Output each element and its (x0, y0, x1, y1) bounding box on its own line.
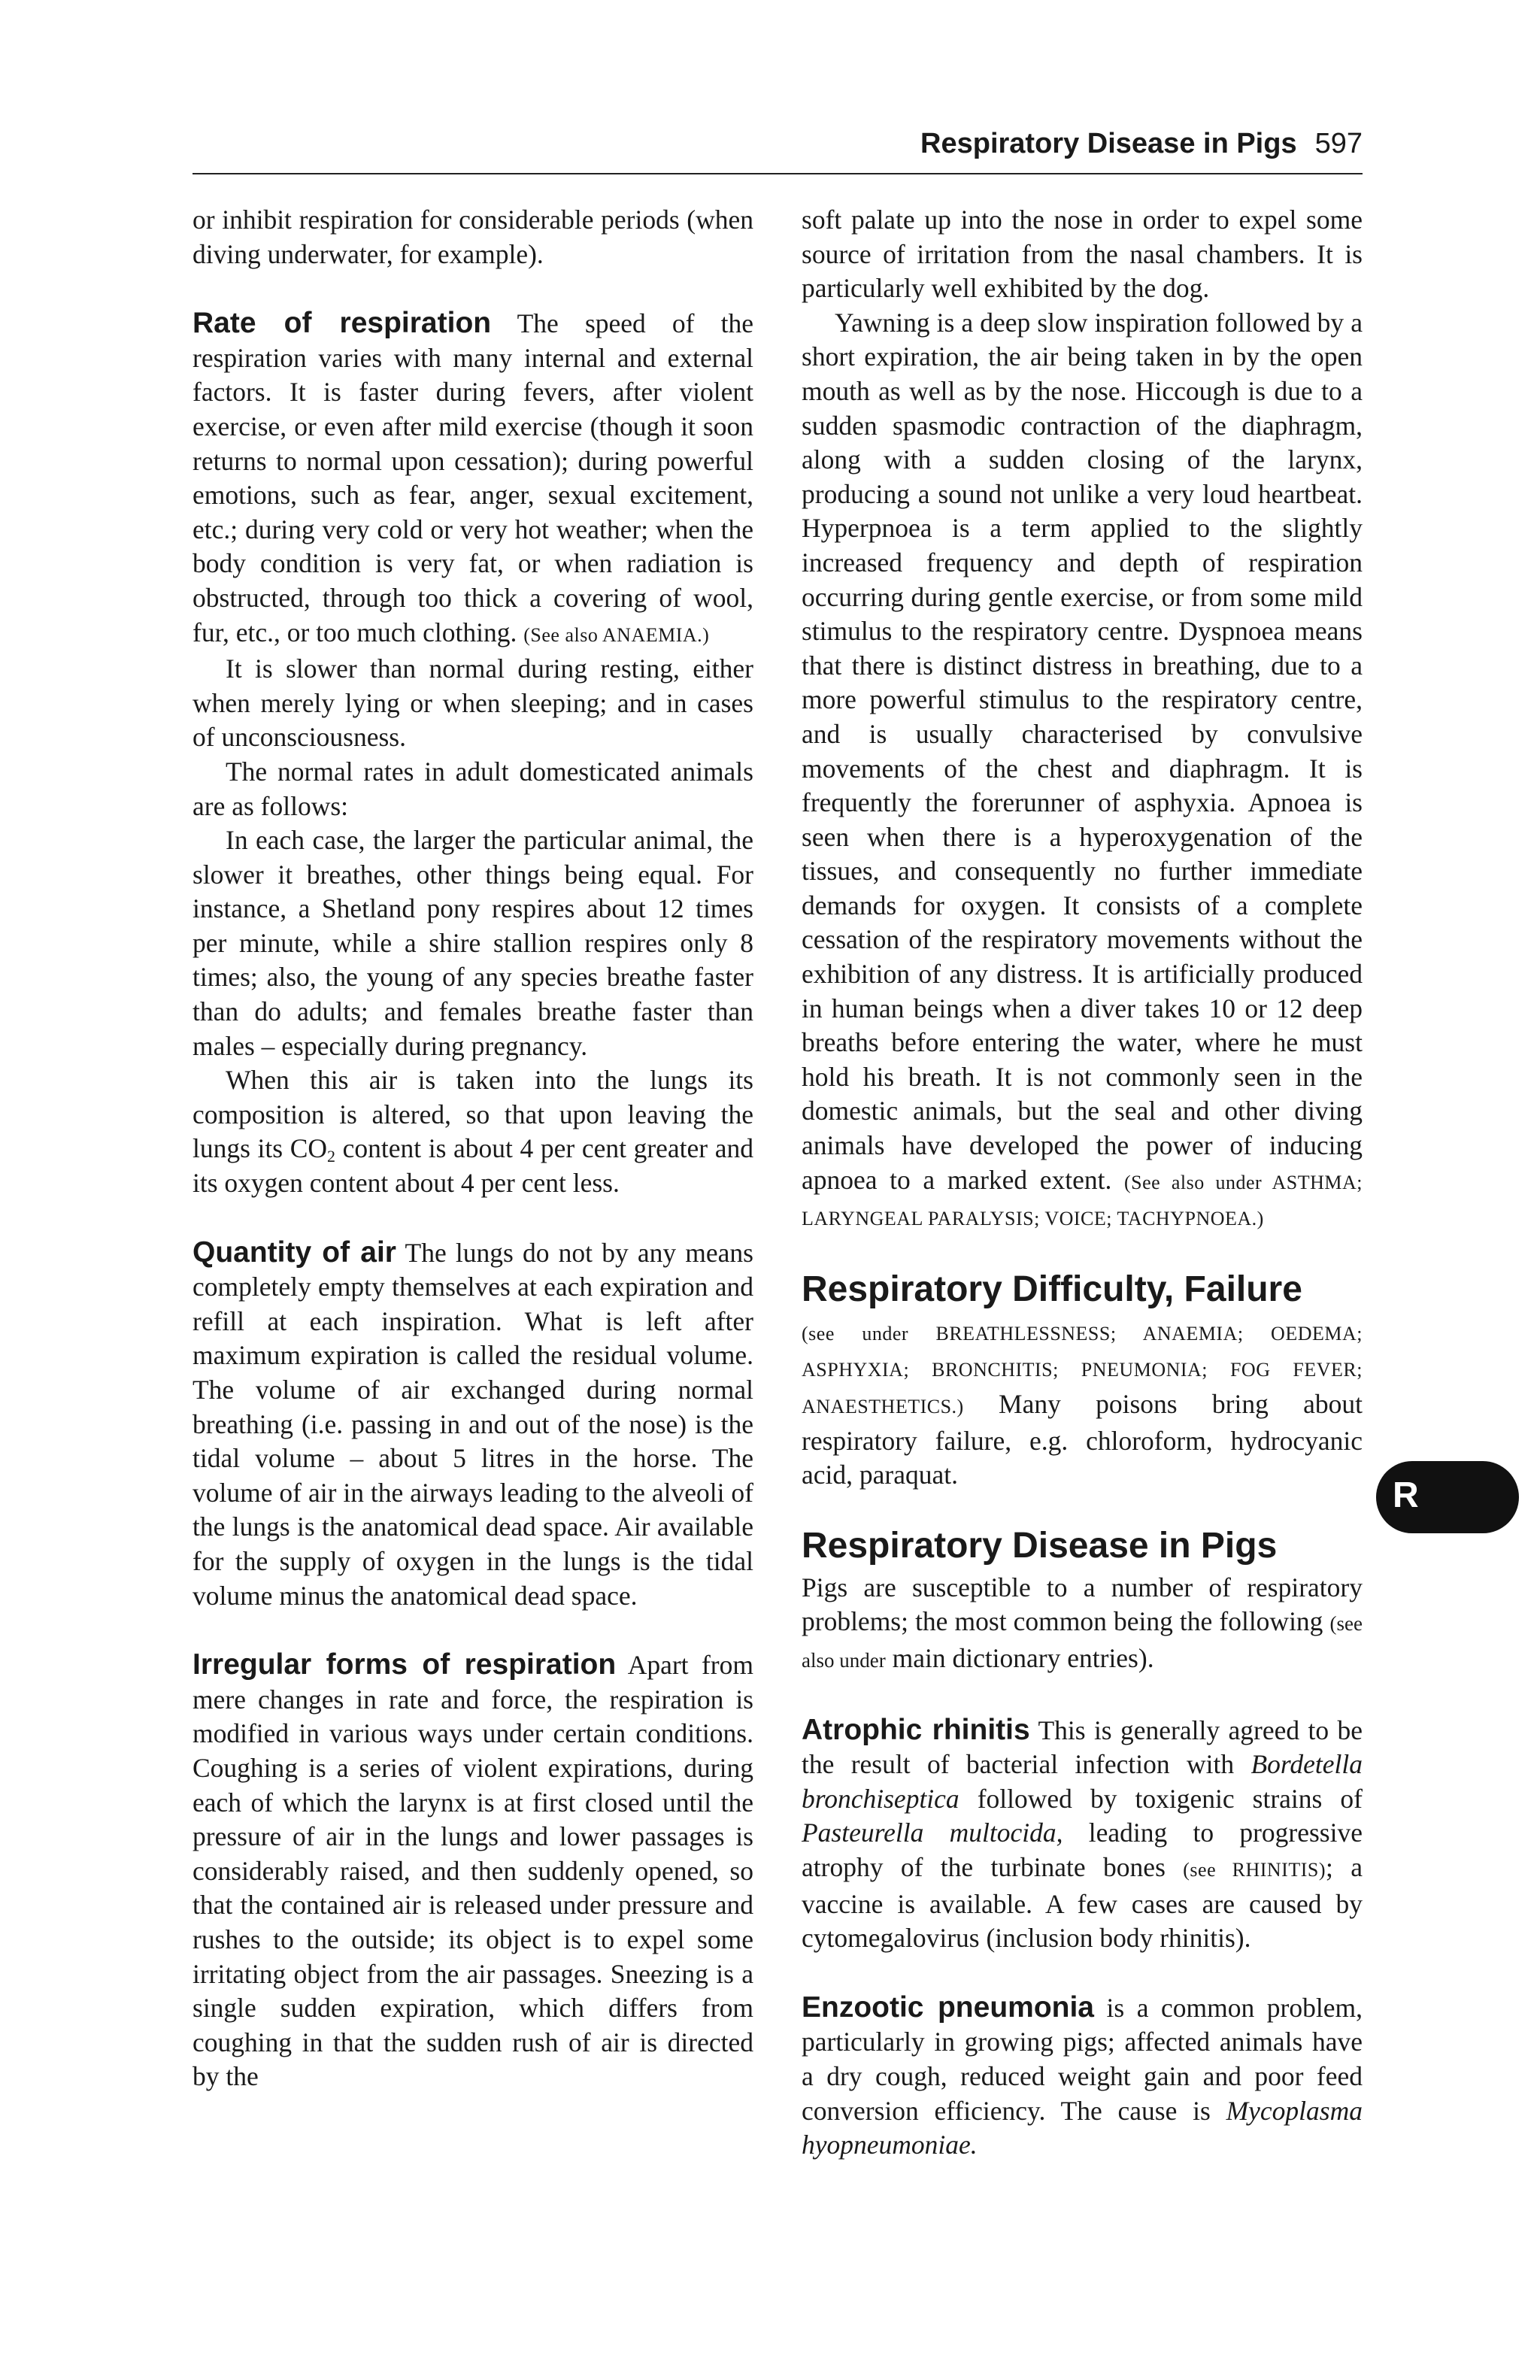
text-run: followed by toxigenic strains of (959, 1783, 1363, 1814)
cross-reference: (see under BREATHLESSNESS; ANAEMIA; OEDEMA; ASPHYXIA; BRONCHITIS; PNEUMONIA; FOG FEVER; ANAESTHETICS.) (802, 1322, 1363, 1417)
enzootic-paragraph (802, 1990, 1363, 2163)
quantity-paragraph (192, 1235, 753, 1614)
rate-text: The speed of the respiration varies with many internal and external factors. It is faster during fevers, after violent exercise, or even after mild exercise (though it soon returns to normal upon cessation); during powerful emotions, such as fear, anger, sexual excitement, etc.; during very cold or very hot weather; when the body condition is very fat, or when radiation is obstructed, through too thick a covering of wool, fur, etc., or too much clothing. (192, 308, 753, 647)
quantity-heading: Quantity of air (192, 1235, 396, 1269)
irregular-text: Apart from mere changes in rate and force, the respiration is modified in various ways under certain conditions. Coughing is a series of violent expirations, during each of which the larynx is at first closed until the pressure of air in the lungs and lower passages is considerably raised, and then suddenly opened, so that the contained air is released under pressure and rushes to the outside; its object is to expel some irritating object from the air passages. Sneezing is a single sudden expiration, which differs from coughing in that the sudden rush of air is directed by the (192, 1650, 753, 2092)
running-header (192, 128, 1363, 173)
irregular-paragraph (192, 1648, 753, 2094)
entry-heading: Respiratory Disease in Pigs (802, 1525, 1278, 1566)
cross-reference: (See also ANAEMIA.) (523, 623, 710, 646)
right-column (802, 203, 1363, 2163)
header-title: Respiratory Disease in Pigs (920, 128, 1297, 159)
atrophic-paragraph (802, 1713, 1363, 1956)
rate-paragraph (192, 306, 753, 652)
enzootic-heading: Enzootic pneumonia (802, 1990, 1094, 2024)
species-name: Mycoplasma hyopneumoniae. (802, 2095, 1363, 2160)
cross-reference: (see RHINITIS) (1183, 1858, 1326, 1881)
text-run: leading to progressive atrophy of the turbinate bones (802, 1818, 1363, 1882)
header-rule (192, 173, 1363, 174)
paragraph: The normal rates in adult domesticated animals are as follows: (192, 756, 753, 821)
page-number: 597 (1314, 128, 1363, 159)
text-run: ; a vaccine is available. A few cases are caused by cytomegalovirus (inclusion body rhinitis). (802, 1851, 1363, 1954)
text-run: is a common problem, particularly in growing pigs; affected animals have a dry cough, reduced weight gain and poor feed conversion efficiency. The cause is (802, 1992, 1363, 2126)
paragraph: or inhibit respiration for considerable periods (when diving underwater, for example). (192, 205, 753, 269)
yawning-paragraph (802, 306, 1363, 1236)
running-title (920, 128, 1363, 160)
text-run: content is about 4 per cent greater and its oxygen content about 4 per cent less. (192, 1133, 753, 1199)
paragraph: soft palate up into the nose in order to expel some source of irritation from the nasal chambers. It is particularly well exhibited by the dog. (802, 205, 1363, 304)
text-run: Pigs are susceptible to a number of respiratory problems; the most common being the following (802, 1572, 1363, 1637)
text-run: main dictionary entries). (885, 1642, 1154, 1673)
thumb-index-letter: R (1393, 1475, 1419, 1515)
cross-reference: (see also under (802, 1612, 1363, 1672)
text-run: Yawning is a deep slow inspiration followed by a short expiration, the air being taken in by the open mouth as well as by the nose. Hiccough is due to a sudden spasmodic contraction of the diaphragm, along with a sudden closing of the larynx, producing a sound not unlike a very loud heartbeat. Hyperpnoea is a term applied to the slightly increased frequency and depth of respiration occurring during gentle exercise, or from some mild stimulus to the respiratory centre. Dyspnoea means that there is distinct distress in breathing, due to a more powerful stimulus to the respiratory centre, and is usually characterised by convulsive movements of the chest and diaphragm. It is frequently the forerunner of asphyxia. Apnoea is seen when there is a hyperoxygenation of the tissues, and consequently no further immediate demands for oxygen. It consists of a complete cessation of the respiratory movements without the exhibition of any distress. It is artificially produced in human beings when a diver takes 10 or 12 deep breaths before entering the water, where he must hold his breath. It is not commonly seen in the domestic animals, but the seal and other diving animals have developed the power of inducing apnoea to a marked extent. (802, 307, 1363, 1195)
cross-reference: (See also under ASTHMA; LARYNGEAL PARALYSIS; VOICE; TACHYPNOEA.) (802, 1171, 1363, 1230)
paragraph (192, 1063, 753, 1200)
species-name: Pasteurella multocida, (802, 1818, 1063, 1848)
text-run: This is generally agreed to be the result of bacterial infection with (802, 1715, 1363, 1780)
pigs-paragraph (802, 1571, 1363, 1678)
quantity-text: The lungs do not by any means completely empty themselves at each expiration and refill at each inspiration. What is left after maximum expiration is called the residual volume. The volume of air exchanged during normal breathing (i.e. passing in and out of the nose) is the tidal volume – about 5 litres in the horse. The volume of air in the airways leading to the alveoli of the lungs is the anatomical dead space. Air available for the supply of oxygen in the lungs is the tidal volume minus the anatomical dead space. (192, 1237, 753, 1611)
subscript: 2 (327, 1147, 336, 1166)
left-column (192, 203, 753, 2094)
text-run: When this air is taken into the lungs its composition is altered, so that upon leaving the lungs its CO (192, 1065, 753, 1164)
difficulty-paragraph (802, 1314, 1363, 1493)
paragraph: In each case, the larger the particular animal, the slower it breathes, other things being equal. For instance, a Shetland pony respires about 12 times per minute, while a shire stallion respires only 8 times; also, the young of any species breathe faster than do adults; and females breathe faster than males – especially during pregnancy. (192, 825, 753, 1061)
atrophic-heading: Atrophic rhinitis (802, 1713, 1030, 1746)
entry-heading: Respiratory Difficulty, Failure (802, 1269, 1302, 1309)
paragraph: It is slower than normal during resting, either when merely lying or when sleeping; and in cases of unconsciousness. (192, 653, 753, 753)
species-name: Bordetella bronchiseptica (802, 1749, 1363, 1814)
rate-heading: Rate of respiration (192, 307, 492, 340)
text-run: Many poisons bring about respiratory failure, e.g. chloroform, hydrocyanic acid, paraquat. (802, 1389, 1363, 1490)
thumb-index-tab (1376, 1461, 1519, 1533)
irregular-heading: Irregular forms of respiration (192, 1648, 617, 1681)
